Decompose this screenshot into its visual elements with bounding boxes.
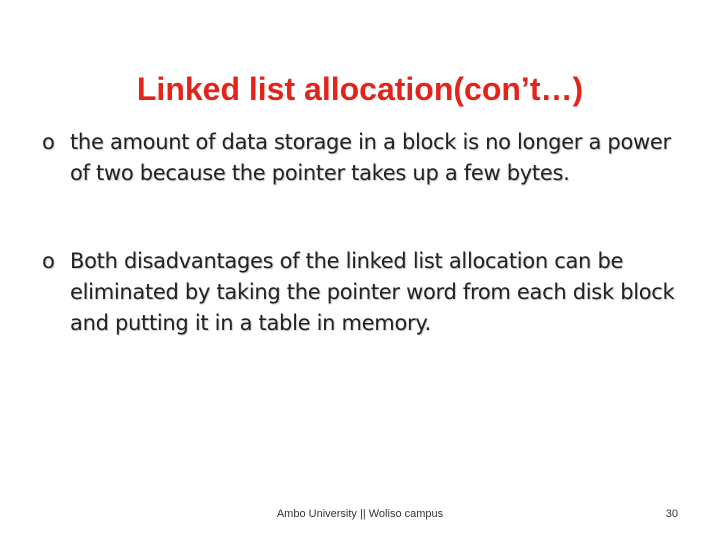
page-number: 30 <box>665 508 678 520</box>
bullet-marker-icon: o <box>42 249 55 273</box>
slide-title: Linked list allocation(con’t…) <box>136 71 584 108</box>
bullet-marker-icon: o <box>42 130 55 154</box>
bullet-item <box>42 246 682 339</box>
bullet-text: the amount of data storage in a block is no longer a power of two because the pointer takes up a few bytes. <box>70 130 671 185</box>
bullet-list <box>42 127 682 339</box>
bullet-text: Both disadvantages of the linked list allocation can be eliminated by taking the pointer word from each disk block and putting it in a table in memory. <box>70 249 675 335</box>
bullet-item <box>42 127 682 189</box>
footer-text: Ambo University || Woliso campus <box>276 508 444 520</box>
